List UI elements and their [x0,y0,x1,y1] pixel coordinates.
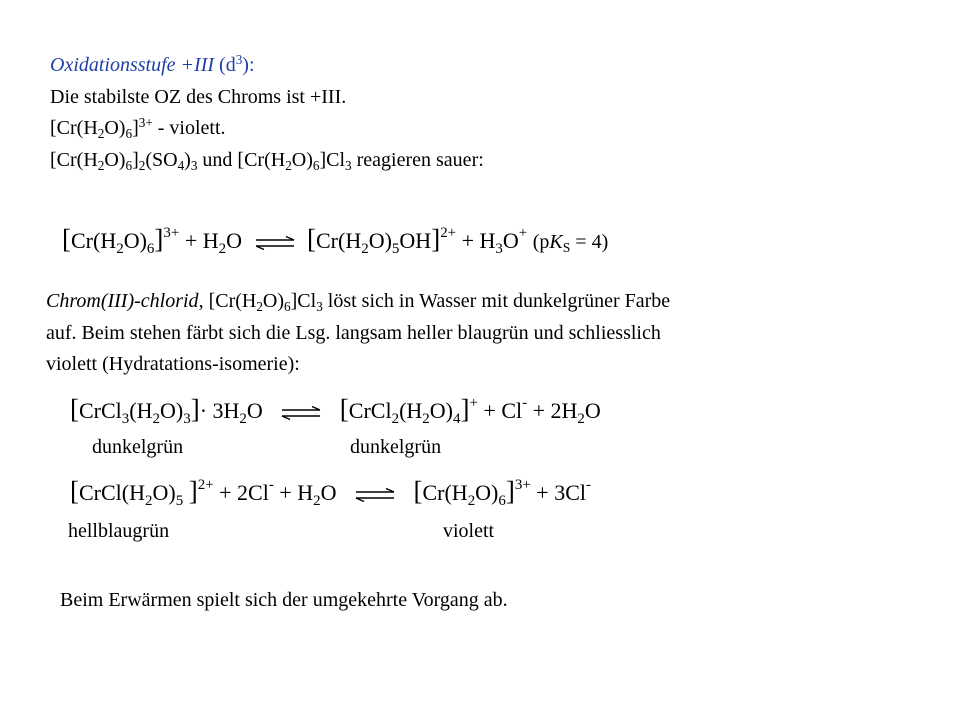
intro-line-acidic: $[Cr(H_2O)_6]_2(SO_4)_3$ und $[Cr(H_2O)_6]Cl_3$ reagieren sauer: [50,148,484,173]
intro-line-violet-complex: $[Cr(H_2O)_6]^{3+}$ - violett. [50,114,226,142]
label-light-blue-green: hellblaugrün [68,520,170,542]
label-violet: violett [443,520,495,542]
label-dark-green-left: dunkelgrün [92,436,184,458]
section-title: Oxidationsstufe +III $(d^3)$: [50,51,255,76]
equation-hydrolysis: $[Cr(H_2O)_6]^{3+} + H_2O$ $[Cr(H_2O)_5OH]^{2+} + H_3O^+$ $(pK_S = 4)$ [62,224,609,257]
intro-text [50,50,484,176]
equilibrium-arrow-icon [254,236,296,250]
equilibrium-arrow-icon [354,488,396,502]
equation-isomer-1: $[CrCl_3(H_2O)_3]\cdot 3H_2O$ $[CrCl_2(H_2O)_4]^+ + Cl^- + 2H_2O$ [70,394,601,427]
closing-sentence: Beim Erwärmen spielt sich der umgekehrte Vorgang ab. [60,589,508,611]
paragraph-chromium-chloride: Chrom(III)-chlorid, $[Cr(H_2O)_6]Cl_3$ löst sich in Wasser mit dunkelgrüner Farbe auf. Beim stehen färbt sich die Lsg. langsam heller blaugrün und schliesslich violett (Hydratations-isomerie): [46,290,671,375]
intro-line-stability: Die stabilste OZ des Chroms ist +III. [50,85,347,108]
label-dark-green-right: dunkelgrün [350,436,442,458]
equation-isomer-2: [$CrCl(H_2O)_5$ ]$^{2+} + 2Cl^- + H_2O$ $[Cr(H_2O)_6]^{3+} + 3Cl^-$ [70,476,591,509]
equilibrium-arrow-icon [280,406,322,420]
